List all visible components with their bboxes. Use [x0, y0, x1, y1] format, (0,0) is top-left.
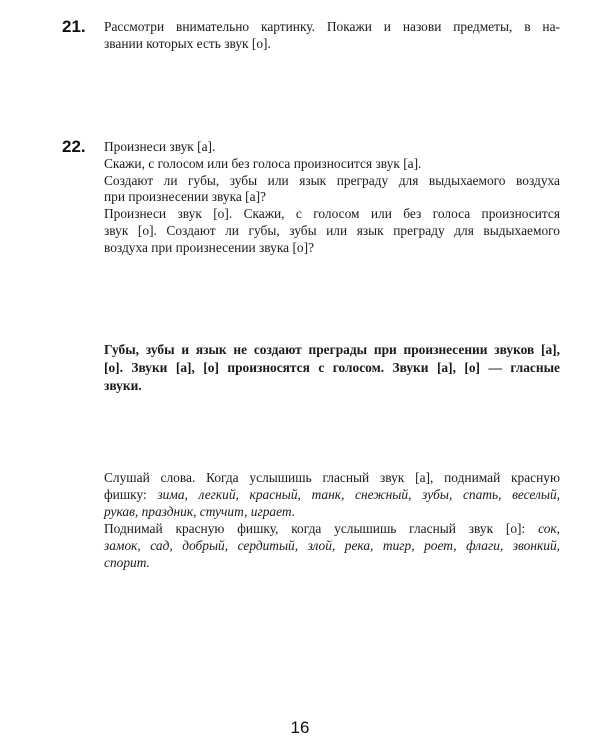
text-line: Создают ли губы, зубы или язык преграду для выдыхаемого воздуха: [104, 172, 560, 188]
text-line: Скажи, с голосом или без голоса произносится звук [а].: [104, 155, 422, 171]
text-line: [104, 486, 560, 503]
text-line: Слушай слова. Когда услышишь гласный звук [а], поднимай красную: [104, 470, 560, 485]
page-number: 16: [290, 718, 310, 737]
text-line: [104, 520, 560, 537]
text-line: при произнесении звука [а]?: [104, 189, 266, 205]
word-list: зима, легкий, красный, танк, снежный, зубы, спать, веселый,: [157, 487, 560, 502]
text-line: звук [о]. Создают ли губы, зубы или язык преграду для выдыхаемого: [104, 222, 560, 238]
word-list: замок, сад, добрый, сердитый, злой, река, тигр, роет, флаги, звонкий,: [104, 538, 560, 553]
rule-text: [104, 341, 560, 395]
text-line: воздуха при произнесении звука [о]?: [104, 239, 315, 255]
exercise-text: [104, 19, 560, 52]
exercise-number: 21.: [62, 17, 86, 36]
listening-text: [104, 469, 560, 571]
text-line: звуки.: [104, 378, 142, 393]
exercise-text: [104, 139, 560, 257]
word-list: сок,: [538, 521, 560, 536]
text-lead: Поднимай красную фишку, когда услышишь гласный звук [о]:: [104, 521, 539, 536]
text-lead: фишку:: [104, 487, 158, 502]
text-line: Губы, зубы и язык не создают преграды при произнесении звуков [а],: [104, 342, 560, 357]
text-line: Произнеси звук [а].: [104, 139, 216, 154]
text-line: Рассмотри внимательно картинку. Покажи и назови предметы, в на-: [104, 19, 560, 34]
exercise-number: 22.: [62, 137, 86, 156]
word-list: рукав, праздник, стучит, играет.: [104, 504, 296, 519]
text-line: Произнеси звук [о]. Скажи, с голосом или без голоса произносится: [104, 206, 560, 222]
text-line: звании которых есть звук [о].: [104, 35, 271, 51]
word-list: спорит.: [104, 555, 150, 570]
text-line: [о]. Звуки [а], [о] произносятся с голосом. Звуки [а], [о] — гласные: [104, 360, 560, 375]
